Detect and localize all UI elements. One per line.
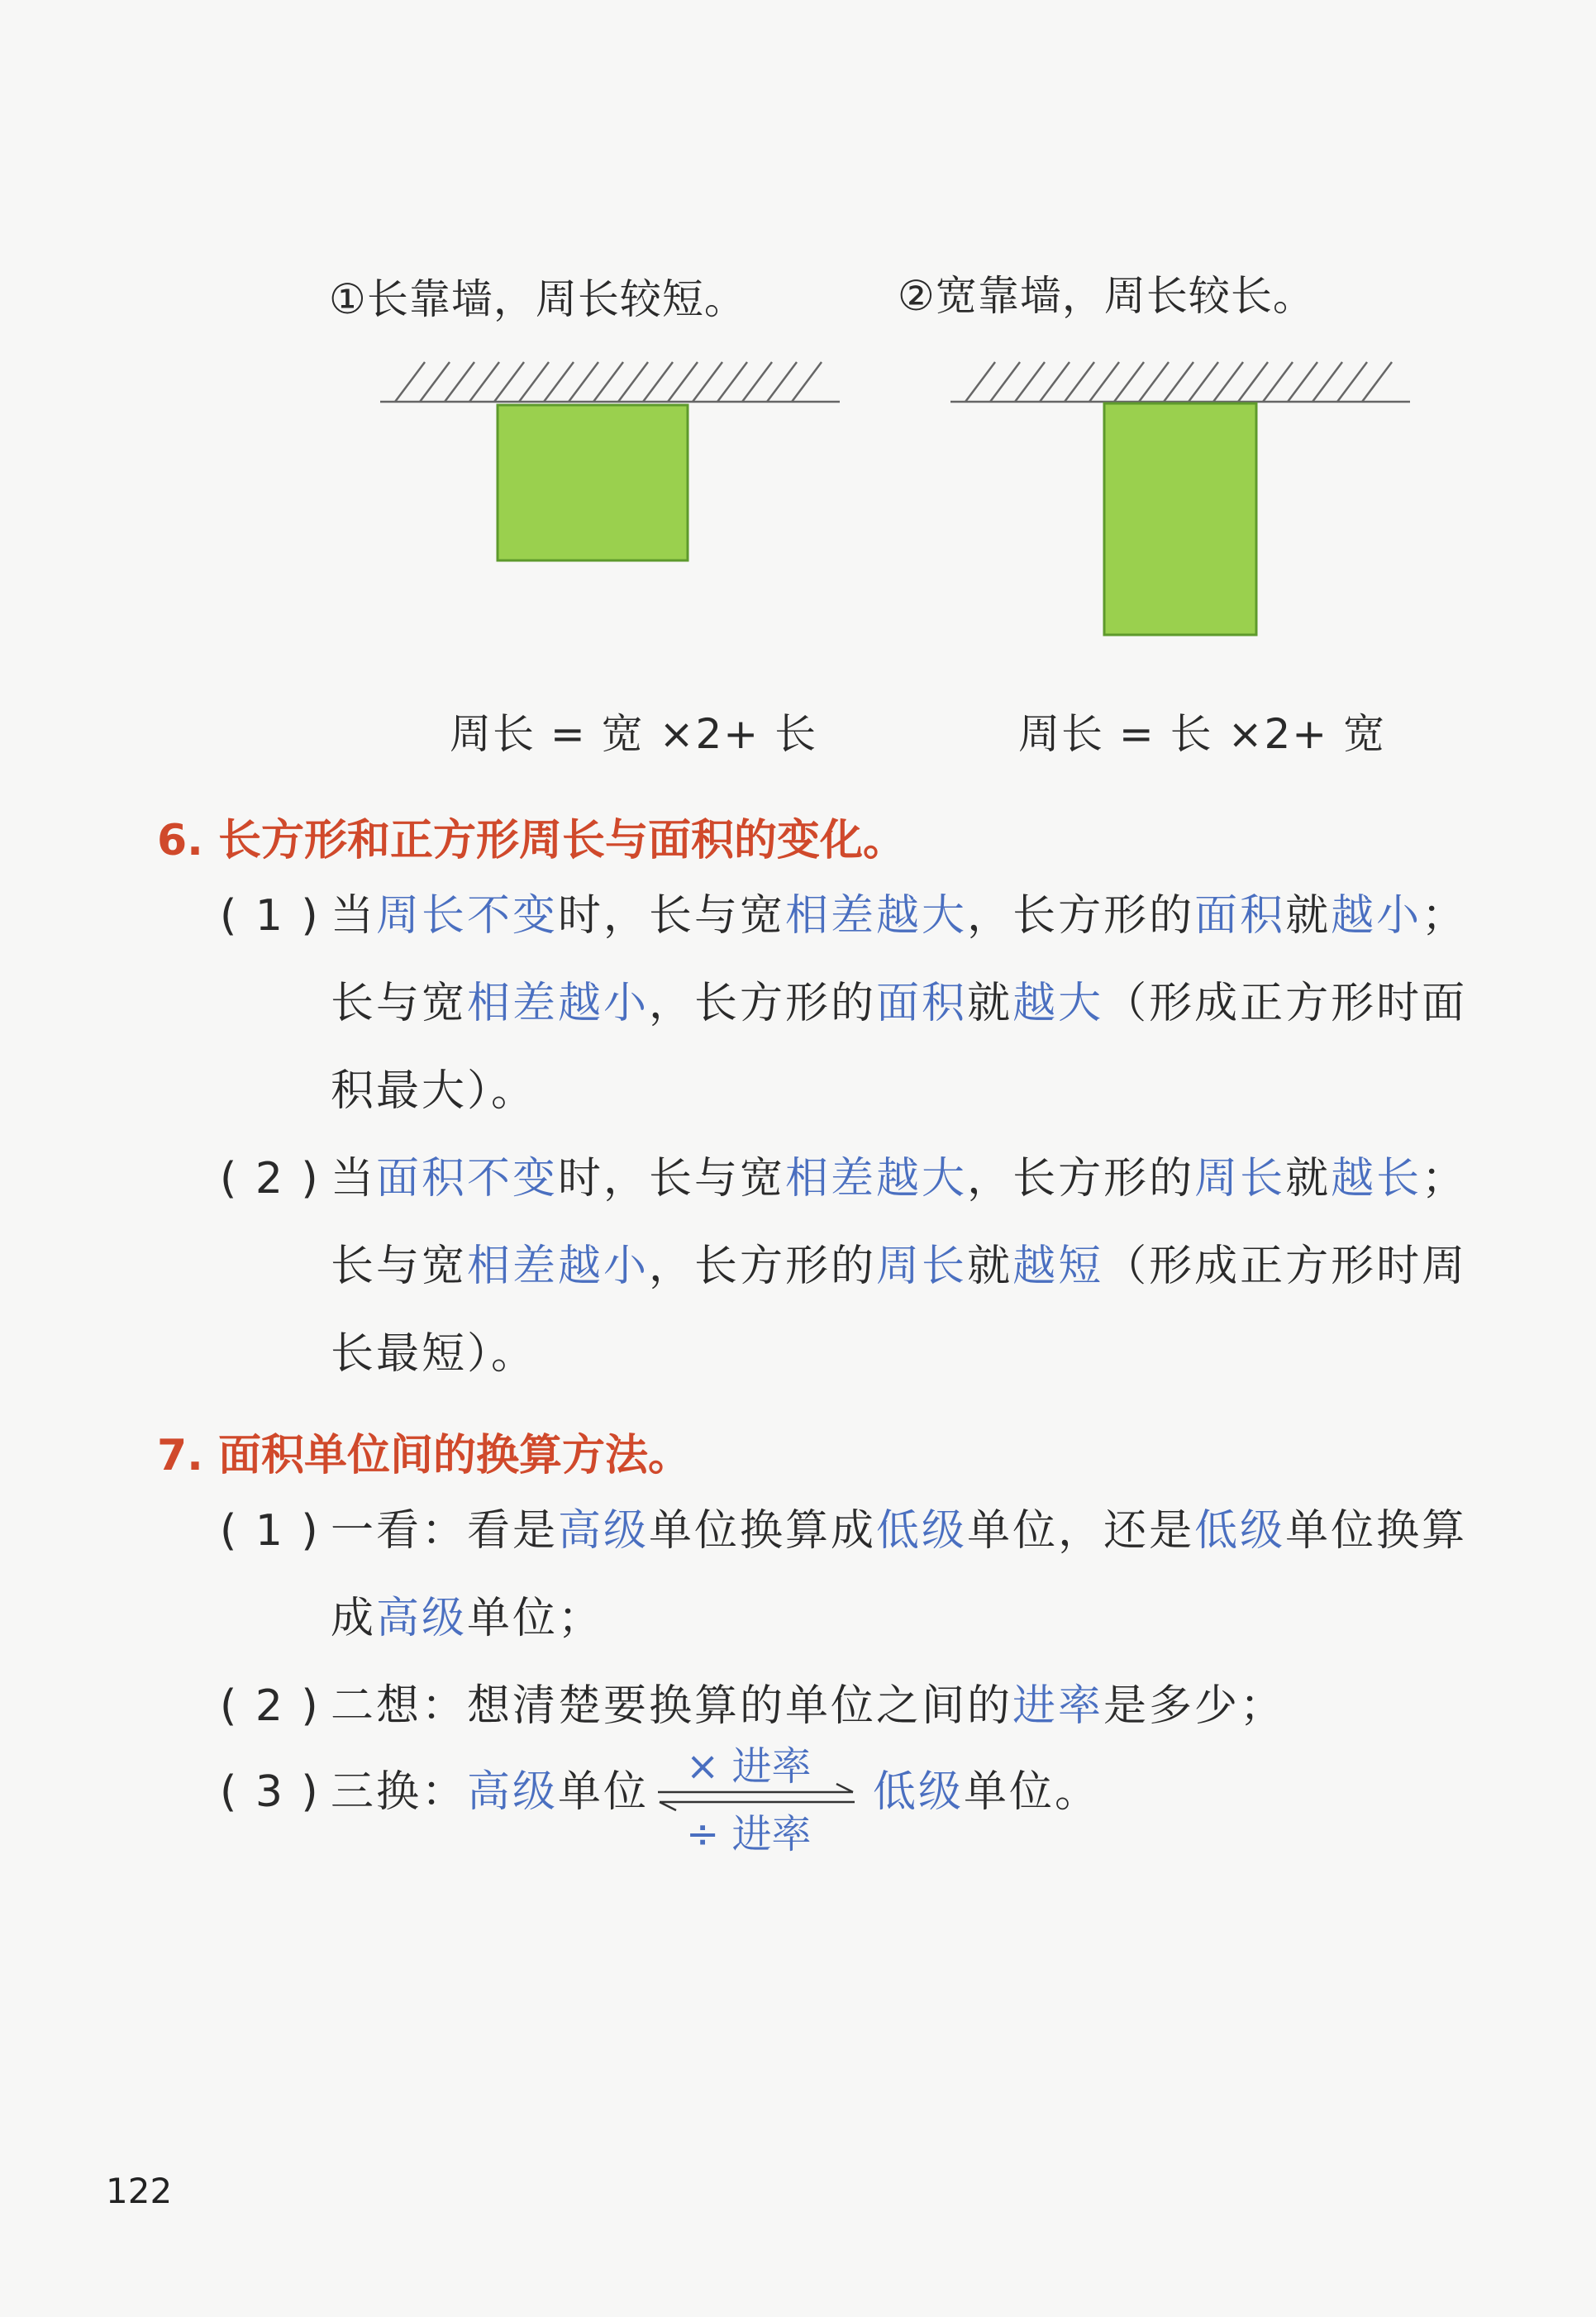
- text-line: [331, 1594, 604, 1643]
- text-segment: 二想：想清楚要换算的单位之间的: [331, 1681, 1013, 1731]
- text-line: [331, 1506, 1468, 1556]
- caption-long-side-wall: ①长靠墙，周长较短。: [329, 275, 746, 323]
- highlight-term: 低级: [1194, 1506, 1286, 1556]
- text-line: [331, 1242, 1468, 1291]
- rectangle-wide-side-wall: [1104, 403, 1256, 635]
- rectangle-long-side-wall: [498, 405, 688, 560]
- text-segment: ，长方形的: [649, 1242, 877, 1291]
- text-line: [331, 1329, 537, 1379]
- text-segment: ，长方形的: [967, 891, 1195, 941]
- highlight-term: 高级: [558, 1506, 650, 1556]
- highlight-term: 越小: [1331, 891, 1422, 941]
- text-segment: 单位换算成: [649, 1506, 877, 1556]
- highlight-term: 相差越大: [785, 891, 968, 941]
- conversion-arrow: [653, 1734, 860, 1857]
- highlight-term: 高级: [376, 1594, 468, 1643]
- text-line: [331, 1066, 537, 1116]
- highlight-term: 周长不变: [376, 891, 559, 941]
- section-6-heading: 6. 长方形和正方形周长与面积的变化。: [157, 816, 907, 865]
- text-segment: （形成正方形时周: [1103, 1242, 1468, 1291]
- text-line: [331, 1681, 1286, 1731]
- section-7-heading: 7. 面积单位间的换算方法。: [157, 1431, 692, 1480]
- page-number: 122: [106, 2171, 173, 2211]
- highlight-term: 相差越大: [785, 1154, 968, 1204]
- text-line: [331, 1767, 650, 1817]
- text-segment: 长与宽: [331, 979, 468, 1028]
- text-segment: 成: [331, 1594, 377, 1643]
- highlight-term: 越大: [1012, 979, 1104, 1028]
- highlight-term: 低级: [873, 1767, 965, 1817]
- item-label: ( 3 ): [220, 1767, 321, 1817]
- highlight-term: 相差越小: [467, 979, 650, 1028]
- item-label: ( 1 ): [220, 1506, 321, 1556]
- text-segment: 单位换算: [1285, 1506, 1468, 1556]
- text-segment: 当: [331, 1154, 377, 1204]
- text-segment: 是多少；: [1103, 1681, 1286, 1731]
- text-segment: 三换：: [331, 1767, 468, 1817]
- text-segment: ；: [1422, 891, 1468, 941]
- formula-right: 周长 = 长 ×2+ 宽: [1018, 710, 1387, 758]
- text-segment: 长最短）。: [331, 1329, 537, 1379]
- highlight-term: 相差越小: [467, 1242, 650, 1291]
- text-segment: 当: [331, 891, 377, 941]
- item-label: ( 1 ): [220, 891, 321, 941]
- text-segment: ；: [1422, 1154, 1468, 1204]
- highlight-term: 进率: [1012, 1681, 1104, 1731]
- text-line: [331, 891, 1468, 941]
- text-segment: 时，长与宽: [558, 891, 786, 941]
- text-segment: ，长方形的: [967, 1154, 1195, 1204]
- arrow-bottom-label: ÷ 进率: [686, 1811, 812, 1857]
- diagram-long-side-wall: [377, 347, 848, 570]
- highlight-term: 越短: [1012, 1242, 1104, 1291]
- text-segment: 就: [967, 1242, 1013, 1291]
- text-segment: ，长方形的: [649, 979, 877, 1028]
- text-segment: 一看：看是: [331, 1506, 559, 1556]
- text-segment: 就: [1285, 1154, 1332, 1204]
- text-segment: 就: [1285, 891, 1332, 941]
- highlight-term: 周长: [1194, 1154, 1286, 1204]
- highlight-term: 周长: [876, 1242, 968, 1291]
- arrow-top-label: × 进率: [686, 1743, 812, 1790]
- text-segment: （形成正方形时面: [1103, 979, 1468, 1028]
- highlight-term: 高级: [467, 1767, 559, 1817]
- item-label: ( 2 ): [220, 1154, 321, 1204]
- text-segment: 积最大）。: [331, 1066, 537, 1116]
- text-line: [873, 1767, 1101, 1817]
- item-label: ( 2 ): [220, 1681, 321, 1731]
- text-segment: 单位，还是: [967, 1506, 1195, 1556]
- text-segment: 长与宽: [331, 1242, 468, 1291]
- highlight-term: 越长: [1331, 1154, 1422, 1204]
- text-segment: 单位；: [467, 1594, 604, 1643]
- text-line: [331, 1154, 1468, 1204]
- diagram-wide-side-wall: [947, 347, 1418, 645]
- text-segment: 就: [967, 979, 1013, 1028]
- highlight-term: 面积: [1194, 891, 1286, 941]
- text-line: [331, 979, 1468, 1028]
- wall-hatching: [380, 362, 840, 402]
- highlight-term: 面积: [876, 979, 968, 1028]
- text-segment: 时，长与宽: [558, 1154, 786, 1204]
- text-segment: 单位: [558, 1767, 650, 1817]
- highlight-term: 低级: [876, 1506, 968, 1556]
- caption-wide-side-wall: ②宽靠墙，周长较长。: [898, 272, 1315, 320]
- wall-hatching: [950, 362, 1410, 402]
- text-segment: 单位。: [964, 1767, 1101, 1817]
- formula-left: 周长 = 宽 ×2+ 长: [450, 710, 818, 758]
- highlight-term: 面积不变: [376, 1154, 559, 1204]
